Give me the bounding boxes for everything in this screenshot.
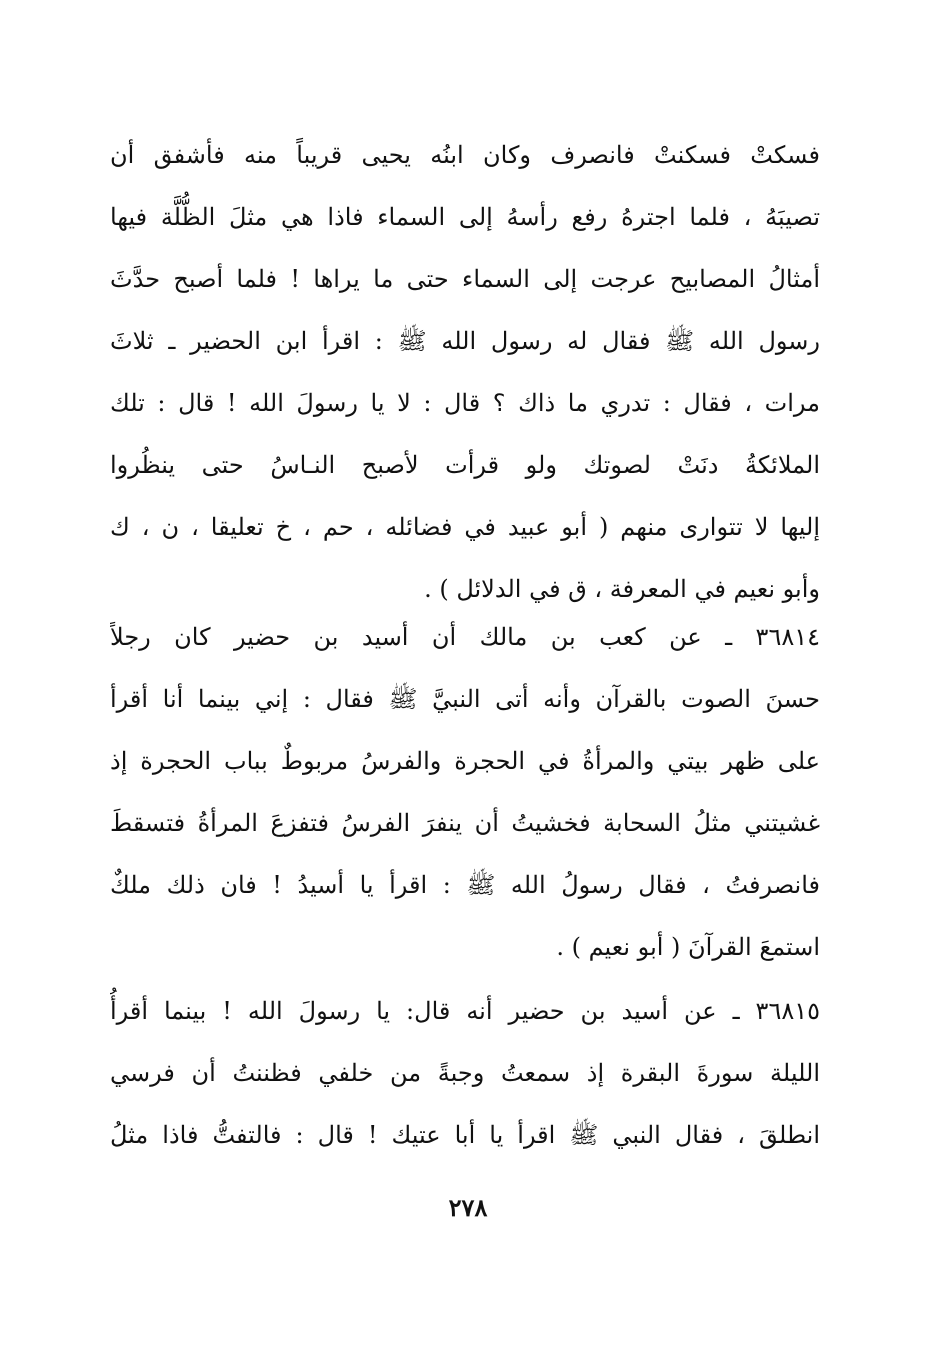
text-line: الملائكةُ دنَتْ لصوتك ولو قرأت لأصبح النـاسُ حتى ينظُروا xyxy=(110,451,820,479)
text-line: فانصرفتُ ، فقال رسولُ الله ﷺ : اقرأ يا أسيدُ ! فان ذلك ملكٌ xyxy=(110,871,820,899)
paragraph-hadith-36815 xyxy=(110,980,820,1166)
text-line: حسنَ الصوت بالقرآن وأنه أتى النبيَّ ﷺ فقال : إني بينما أنا أقرأ xyxy=(110,685,820,713)
text-line: مرات ، فقال : تدري ما ذاك ؟ قال : لا يا رسولَ الله ! قال : تلك xyxy=(110,389,820,417)
page-number: ٢٧٨ xyxy=(448,1193,488,1222)
text-line: ٣٦٨١٥ ـ عن أسيد بن حضير أنه قال: يا رسولَ الله ! بينما أقرأُ xyxy=(110,997,820,1025)
text-line: ٣٦٨١٤ ـ عن كعب بن مالك أن أسيد بن حضير كان رجلاً xyxy=(110,623,820,651)
text-line: على ظهر بيتي والمرأةُ في الحجرة والفرسُ مربوطٌ بباب الحجرة إذ xyxy=(110,747,820,775)
paragraph-hadith-36814 xyxy=(110,606,820,978)
text-line: انطلقَ ، فقال النبي ﷺ اقرأ يا أبا عتيك ! قال : فالتفتُّ فاذا مثلُ xyxy=(110,1121,820,1149)
text-line: أمثالُ المصابيح عرجت إلى السماء حتى ما يراها ! فلما أصبح حدَّثَ xyxy=(110,265,820,293)
text-line: غشيتني مثلُ السحابة فخشيتُ أن ينفرَ الفرسُ فتفزعَ المرأةُ فتسقطَ xyxy=(110,809,820,837)
text-line: الليلة سورةَ البقرة إذ سمعتُ وجبةً من خلفي فظننتُ أن فرسي xyxy=(110,1059,820,1087)
text-line: وأبو نعيم في المعرفة ، ق في الدلائل ) . xyxy=(424,575,820,603)
text-line: إليها لا تتوارى منهم ( أبو عبيد في فضائله ، حم ، خ تعليقا ، ن ، ك xyxy=(110,513,820,541)
text-line: فسكتْ فسكنتْ فانصرف وكان ابنُه يحيى قريباً منه فأشفق أن xyxy=(110,141,820,169)
text-line: تصيبَهُ ، فلما اجترهُ رفع رأسهُ إلى السماء فاذا هي مثلَ الظُّلَّة فيها xyxy=(110,203,820,231)
text-line: رسول الله ﷺ فقال له رسول الله ﷺ : اقرأ ابن الحضير ـ ثلاثَ xyxy=(110,327,820,355)
text-line: استمعَ القرآنَ ( أبو نعيم ) . xyxy=(556,933,820,961)
paragraph-1 xyxy=(110,124,820,620)
